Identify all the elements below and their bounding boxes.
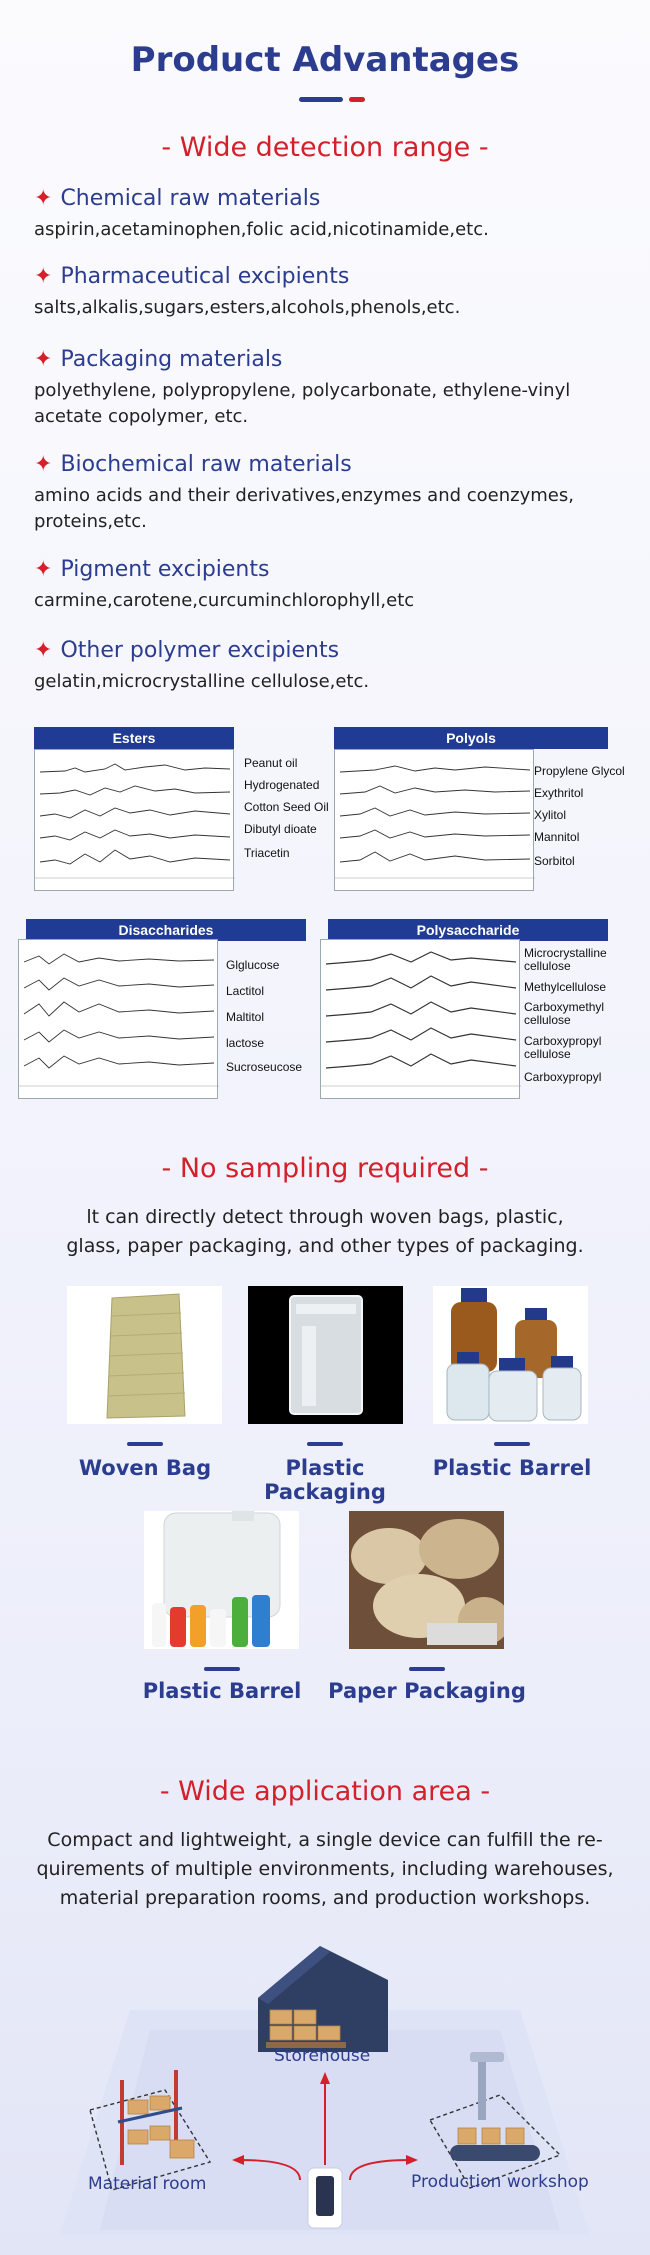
label-dash	[494, 1442, 530, 1446]
text-line: material preparation rooms, and production workshops.	[59, 1887, 591, 1909]
feature-title: Pharmaceutical excipients	[60, 264, 350, 289]
feature-desc: aspirin,acetaminophen,folic acid,nicotinamide,etc.	[34, 219, 489, 240]
spectrum-lines	[321, 940, 521, 1100]
star-icon: ✦	[34, 638, 53, 663]
spectrum-label: Maltitol	[226, 1010, 265, 1024]
feature-desc: polyethylene, polypropylene, polycarbonate, ethylene-vinyl acetate copolymer, etc.	[34, 380, 571, 427]
feature-item	[34, 557, 624, 614]
title-underline-blue	[299, 97, 343, 102]
page-title: Product Advantages	[130, 40, 520, 80]
spectrum-label: Cotton Seed Oil	[244, 800, 329, 814]
spectra-panel-polyols	[324, 725, 644, 897]
spectrum-plot	[334, 749, 534, 891]
sampling-description	[0, 1203, 650, 1261]
spectrum-label: Dibutyl dioate	[244, 822, 317, 836]
text-line: quirements of multiple environments, including warehouses,	[36, 1858, 614, 1880]
feature-desc: amino acids and their derivatives,enzymes and coenzymes, proteins,etc.	[34, 485, 574, 532]
storehouse-label: Storehouse	[274, 2046, 371, 2066]
woven-bag-photo	[67, 1286, 222, 1424]
spectrum-lines	[335, 750, 535, 892]
spectrum-plot	[34, 749, 234, 891]
text-line: Compact and lightweight, a single device can fulfill the re-	[47, 1829, 603, 1851]
label-dash	[204, 1667, 240, 1671]
package-label: Plastic Packaging	[264, 1456, 386, 1504]
label-dash	[127, 1442, 163, 1446]
package-label: Paper Packaging	[328, 1679, 526, 1703]
material-room-label: Material room	[88, 2174, 207, 2194]
glass-bottles-photo	[433, 1286, 588, 1424]
spectra-panel-title: Polysaccharide	[328, 919, 608, 941]
spectrum-label: lactose	[226, 1036, 265, 1050]
title-underline-red	[349, 97, 365, 102]
plastic-packaging-photo	[248, 1286, 403, 1424]
spectrum-plot	[18, 939, 218, 1099]
spectra-panel-title: Polyols	[334, 727, 608, 749]
section-heading-detection: - Wide detection range -	[161, 132, 489, 163]
spectra-panel-title: Disaccharides	[26, 919, 306, 941]
spectrum-label: Carboxypropyl cellulose	[524, 1034, 602, 1061]
feature-title: Packaging materials	[60, 347, 283, 372]
paper-sacks-photo	[349, 1511, 504, 1649]
star-icon: ✦	[34, 557, 53, 582]
spectrum-label: Sucroseucose	[226, 1060, 303, 1074]
spectra-panel-disaccharides	[16, 917, 316, 1102]
application-scene	[0, 1940, 650, 2240]
label-dash	[409, 1667, 445, 1671]
application-description	[0, 1826, 650, 1913]
spectrum-label: Carboxypropyl	[524, 1070, 602, 1084]
star-icon: ✦	[34, 347, 53, 372]
feature-item	[34, 638, 624, 695]
package-label: Woven Bag	[78, 1456, 212, 1480]
production-workshop-label: Production workshop	[411, 2172, 589, 2192]
feature-item	[34, 264, 624, 321]
spectrum-lines	[35, 750, 235, 892]
spectrum-label: Triacetin	[244, 846, 290, 860]
feature-title: Chemical raw materials	[60, 186, 321, 211]
spectrum-label: Exythritol	[534, 786, 584, 800]
spectra-panel-title: Esters	[34, 727, 234, 749]
spectrum-label: Propylene Glycol	[534, 764, 625, 778]
spectrum-label: Methylcellulose	[524, 980, 607, 994]
spectra-panel-polysaccharide	[318, 917, 644, 1102]
feature-title: Other polymer excipients	[60, 638, 340, 663]
spectrum-label: Mannitol	[534, 830, 580, 844]
feature-desc: salts,alkalis,sugars,esters,alcohols,phenols,etc.	[34, 297, 461, 318]
spectrum-label: Peanut oil	[244, 756, 298, 770]
spectrum-label: Xylitol	[534, 808, 567, 822]
spectrum-label: Sorbitol	[534, 854, 575, 868]
spectra-panel-esters	[24, 725, 329, 897]
label-dash	[307, 1442, 343, 1446]
feature-title: Pigment excipients	[60, 557, 270, 582]
star-icon: ✦	[34, 264, 53, 289]
feature-title: Biochemical raw materials	[60, 452, 352, 477]
package-label: Plastic Barrel	[142, 1679, 302, 1703]
feature-item	[34, 347, 624, 430]
spectrum-label: Lactitol	[226, 984, 265, 998]
scene-illustration	[0, 1940, 650, 2240]
spectrum-label: Glglucose	[226, 958, 280, 972]
plastic-barrels-photo	[144, 1511, 299, 1649]
spectrum-plot	[320, 939, 520, 1099]
feature-item	[34, 186, 624, 243]
star-icon: ✦	[34, 452, 53, 477]
spectrum-lines	[19, 940, 219, 1100]
star-icon: ✦	[34, 186, 53, 211]
spectrum-label: Microcrystalline cellulose	[524, 946, 607, 973]
text-line: glass, paper packaging, and other types of packaging.	[66, 1235, 584, 1257]
feature-desc: carmine,carotene,curcuminchlorophyll,etc	[34, 590, 415, 611]
section-heading-application: - Wide application area -	[159, 1776, 491, 1807]
package-label: Plastic Barrel	[432, 1456, 592, 1480]
feature-desc: gelatin,microcrystalline cellulose,etc.	[34, 671, 370, 692]
text-line: lt can directly detect through woven bags, plastic,	[86, 1206, 564, 1228]
section-heading-sampling: - No sampling required -	[161, 1153, 489, 1184]
spectrum-label: Carboxymethyl cellulose	[524, 1000, 605, 1027]
feature-item	[34, 452, 624, 535]
spectrum-label: Hydrogenated	[244, 778, 320, 792]
